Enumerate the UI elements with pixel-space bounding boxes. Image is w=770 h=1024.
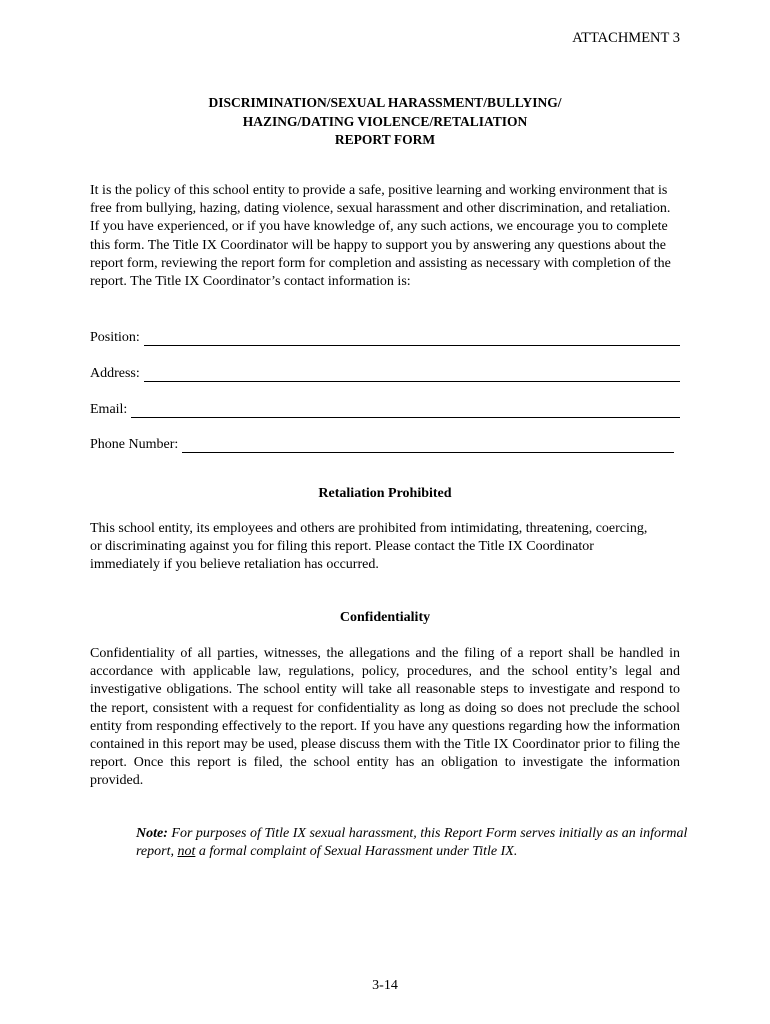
intro-paragraph: It is the policy of this school entity to provide a safe, positive learning and working environment that is free from bullying, hazing, dating violence, sexual harassment and other discrimination, and retaliation. If you have experienced, or if you have knowledge of, any such actions, we encourage you to complete this form. The Title IX Coordinator will be happy to support you by answering any questions about the report form, reviewing the report form for completion and assisting as necessary with completion of the report. The Title IX Coordinator’s contact information is: xyxy=(90,183,671,290)
note-label: Note: xyxy=(136,826,168,841)
phone-field[interactable] xyxy=(90,433,674,453)
email-label: Email: xyxy=(90,402,128,417)
title-line-3: REPORT FORM xyxy=(334,132,436,147)
position-label: Position: xyxy=(90,330,140,345)
address-field[interactable] xyxy=(90,362,680,382)
title-line-1: DISCRIMINATION/SEXUAL HARASSMENT/BULLYING/ xyxy=(208,95,562,110)
confidentiality-heading: Confidentiality xyxy=(339,610,431,625)
retaliation-heading: Retaliation Prohibited xyxy=(318,486,452,501)
page-number: 3-14 xyxy=(372,978,398,993)
phone-label: Phone Number: xyxy=(90,437,179,452)
note-underlined: not xyxy=(177,844,196,860)
form-title xyxy=(0,94,770,150)
confidentiality-paragraph: Confidentiality of all parties, witnesses, the allegations and the filing of a report shall be handled in accordance with applicable law, regulations, policy, procedures, and the school entity’s legal and investigative obligations. The school entity will take all reasonable steps to investigate and respond to the report, consistent with a request for confidentiality as long as doing so does not preclude the school entity from responding effectively to the report. If you have any questions regarding how the information contained in this report may be used, please discuss them with the Title IX Coordinator prior to filing the report. Once this report is filed, the school entity has an obligation to investigate the information provided. xyxy=(90,646,680,789)
retaliation-paragraph: This school entity, its employees and others are prohibited from intimidating, threatening, coercing, or discriminating against you for filing this report. Please contact the Title IX Coordinator immediately if you believe retaliation has occurred. xyxy=(90,521,648,573)
position-field[interactable] xyxy=(90,326,680,346)
note-paragraph xyxy=(136,825,696,861)
note-text-before: For purposes of Title IX sexual harassment, this Report Form serves initially as an informal report, xyxy=(136,826,688,860)
address-label: Address: xyxy=(90,366,140,381)
phone-line[interactable] xyxy=(182,438,674,453)
address-line[interactable] xyxy=(144,367,680,382)
attachment-label: ATTACHMENT 3 xyxy=(572,30,680,46)
email-field[interactable] xyxy=(90,398,680,418)
position-line[interactable] xyxy=(144,331,680,346)
title-line-2: HAZING/DATING VIOLENCE/RETALIATION xyxy=(242,113,528,129)
email-line[interactable] xyxy=(131,403,680,418)
note-text-after: a formal complaint of Sexual Harassment under Title IX. xyxy=(195,844,518,860)
